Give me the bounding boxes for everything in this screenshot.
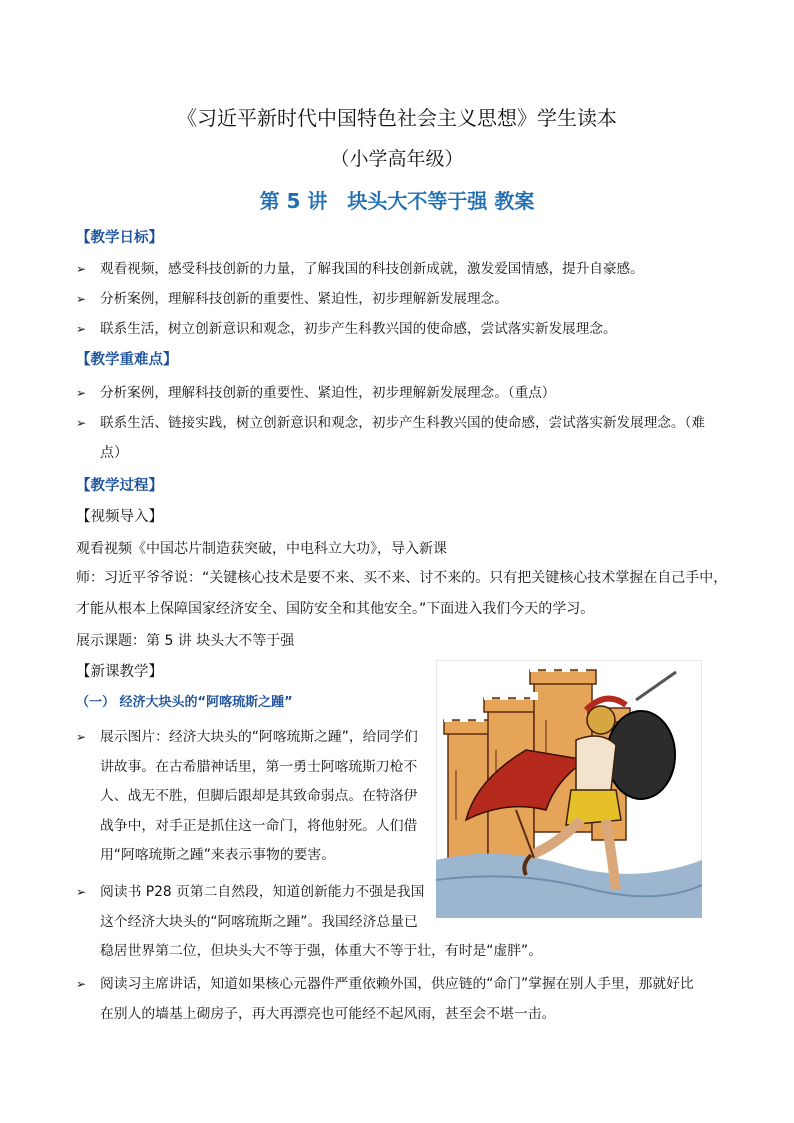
topic-line: 展示课题：第 5 讲 块头大不等于强: [76, 633, 295, 649]
story-line: 用“阿喀琉斯之踵”来表示事物的要害。: [100, 847, 336, 863]
bullet-arrow-icon: ➢: [76, 386, 87, 400]
bullet-arrow-icon: ➢: [76, 730, 87, 744]
objective-text: 观看视频，感受科技创新的力量，了解我国的科技创新成就，激发爱国情感，提升自豪感。: [100, 261, 644, 277]
story-line: 讲故事。在古希腊神话里，第一勇士阿喀琉斯刀枪不: [100, 758, 418, 775]
video-intro-heading: 【视频导入】: [76, 509, 163, 525]
document-title: 《习近平新时代中国特色社会主义思想》学生读本: [177, 106, 617, 130]
objective-text: 联系生活，树立创新意识和观念，初步产生科教兴国的使命感，尝试落实新发展理念。: [100, 321, 617, 337]
reading-line: 阅读书 P28 页第二自然段，知道创新能力不强是我国: [100, 884, 425, 900]
reading-line: 这个经济大块头的“阿喀琉斯之踵”。我国经济总量已: [100, 913, 418, 930]
lesson-title: 第 5 讲 块头大不等于强 教案: [259, 189, 535, 213]
bullet-arrow-icon: ➢: [76, 885, 87, 899]
process-heading: 【教学过程】: [76, 478, 163, 494]
story-line: 人、战无不胜，但脚后跟却是其致命弱点。在特洛伊: [100, 788, 418, 804]
story-paragraph: [100, 723, 418, 871]
speech-line: 在别人的墙基上砌房子，再大再漂亮也可能经不起风雨，甚至会不堪一击。: [100, 1005, 556, 1022]
bullet-arrow-icon: ➢: [76, 292, 87, 306]
teacher-quote-line: 才能从根本上保障国家经济安全、国防安全和其他安全。”下面进入我们今天的学习。: [76, 601, 595, 617]
speech-line: 阅读习主席讲话，知道如果核心元器件严重依赖外国，供应链的“命门”掌握在别人手里，那就好比: [100, 976, 694, 992]
story-line: 战争中，对手正是抓住这一命门，将他射死。人们借: [100, 817, 418, 834]
objective-text: 分析案例，理解科技创新的重要性、紧迫性，初步理解新发展理念。: [100, 291, 508, 307]
teacher-quote-line: 师：习近平爷爷说：“关键核心技术是要不来、买不来、讨不来的。只有把关键核心技术掌握在自己手中，: [76, 570, 728, 586]
document-subtitle: （小学高年级）: [330, 148, 464, 170]
story-line: 展示图片：经济大块头的“阿喀琉斯之踵”，给同学们: [100, 729, 418, 745]
reading-line: 稳居世界第二位，但块头大不等于强，体重大不等于壮，有时是“虚胖”。: [100, 943, 542, 959]
key-point-continuation: 点）: [100, 445, 128, 461]
bullet-arrow-icon: ➢: [76, 262, 87, 276]
video-line: 观看视频《中国芯片制造获突破，中电科立大功》，导入新课: [76, 541, 447, 557]
achilles-illustration: [436, 660, 702, 918]
bullet-arrow-icon: ➢: [76, 977, 87, 991]
new-lesson-heading: 【新课教学】: [76, 664, 163, 680]
bullet-arrow-icon: ➢: [76, 416, 87, 430]
key-point-text: 分析案例，理解科技创新的重要性、紧迫性，初步理解新发展理念。（重点）: [100, 385, 556, 401]
bullet-arrow-icon: ➢: [76, 322, 87, 336]
section-heading: （一） 经济大块头的“阿喀琉斯之踵”: [76, 695, 293, 710]
speech-paragraph: [100, 970, 694, 1029]
objectives-heading: 【教学日标】: [76, 230, 163, 246]
key-points-heading: 【教学重难点】: [76, 352, 178, 368]
key-point-text: 联系生活、链接实践，树立创新意识和观念，初步产生科教兴国的使命感，尝试落实新发展理念。（难: [100, 415, 705, 431]
